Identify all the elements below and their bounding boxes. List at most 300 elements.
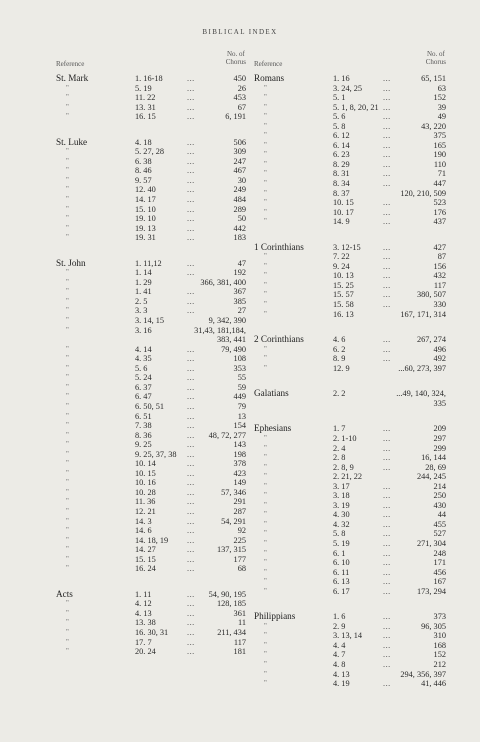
verse-reference: 8. 34 xyxy=(333,179,350,189)
leader-dots: ... xyxy=(187,112,195,122)
index-entry xyxy=(254,84,446,94)
verse-reference: 13. 38 xyxy=(135,618,156,628)
leader-dots: ... xyxy=(187,137,195,147)
index-entry xyxy=(56,157,246,167)
index-entry xyxy=(56,306,246,316)
verse-reference: 1. 11,12 xyxy=(135,258,162,268)
chorus-numbers: 310 xyxy=(433,631,446,641)
chorus-numbers: 437 xyxy=(433,217,446,227)
chorus-numbers: 456 xyxy=(433,567,446,577)
index-entry xyxy=(254,208,446,218)
ditto-mark: " xyxy=(66,185,69,194)
ditto-mark: " xyxy=(66,535,69,544)
chorus-numbers: 54, 291 xyxy=(221,516,246,526)
leader-dots: ... xyxy=(187,526,195,536)
chorus-numbers: 92 xyxy=(237,526,246,536)
ditto-mark: " xyxy=(66,233,69,242)
ditto-mark: " xyxy=(264,159,267,168)
index-entry xyxy=(56,536,246,546)
verse-reference: 5. 19 xyxy=(333,538,350,548)
index-entry xyxy=(56,517,246,527)
chorus-number-header xyxy=(426,50,446,66)
verse-reference: 3. 19 xyxy=(333,500,350,510)
leader-dots: ... xyxy=(383,548,391,558)
index-entry xyxy=(56,147,246,157)
ditto-mark: " xyxy=(66,195,69,204)
section-gap xyxy=(254,227,446,243)
chorus-numbers: ...60, 273, 397 xyxy=(398,363,446,373)
verse-reference: 3. 24, 25 xyxy=(333,83,363,93)
index-entry xyxy=(254,399,446,409)
index-entry xyxy=(254,290,446,300)
verse-reference: 4. 13 xyxy=(333,669,350,679)
leader-dots: ... xyxy=(383,538,391,548)
verse-reference: 6. 50, 51 xyxy=(135,401,165,411)
ditto-mark: " xyxy=(66,478,69,487)
index-entry xyxy=(56,564,246,574)
chorus-numbers: 171 xyxy=(433,558,446,568)
chorus-numbers: 50 xyxy=(237,214,246,224)
section-gap xyxy=(254,319,446,335)
reference-header: Reference xyxy=(254,60,283,68)
leader-dots: ... xyxy=(383,433,391,443)
index-entry xyxy=(254,389,446,399)
index-entry xyxy=(56,599,246,609)
chorus-numbers: 108 xyxy=(233,354,246,364)
verse-reference: 5. 6 xyxy=(135,363,148,373)
verse-reference: 8. 31 xyxy=(333,169,350,179)
ditto-mark: " xyxy=(66,411,69,420)
index-entry xyxy=(56,287,246,297)
ditto-mark: " xyxy=(264,433,267,442)
chorus-numbers: 225 xyxy=(233,535,246,545)
leader-dots: ... xyxy=(383,650,391,660)
chorus-numbers: 143 xyxy=(233,440,246,450)
leader-dots: ... xyxy=(187,535,195,545)
chorus-numbers: 6, 191 xyxy=(225,112,246,122)
chorus-numbers: 156 xyxy=(433,261,446,271)
ditto-mark: " xyxy=(66,545,69,554)
index-entry xyxy=(254,179,446,189)
leader-dots: ... xyxy=(187,175,195,185)
section-gap xyxy=(56,243,246,259)
verse-reference: 12. 21 xyxy=(135,506,156,516)
chorus-numbers: 31,43, 181,184, xyxy=(194,325,246,335)
leader-dots: ... xyxy=(187,459,195,469)
index-entry xyxy=(56,373,246,383)
index-entry xyxy=(254,189,446,199)
index-entry xyxy=(254,424,446,434)
chorus-numbers: 383, 441 xyxy=(216,335,246,345)
index-entry xyxy=(254,482,446,492)
ditto-mark: " xyxy=(264,621,267,630)
leader-dots: ... xyxy=(187,589,195,599)
ditto-mark: " xyxy=(66,93,69,102)
ditto-mark: " xyxy=(66,83,69,92)
ditto-mark: " xyxy=(66,468,69,477)
index-entry xyxy=(254,310,446,320)
chorus-numbers: 427 xyxy=(433,242,446,252)
verse-reference: 3. 3 xyxy=(135,306,148,316)
leader-dots: ... xyxy=(187,440,195,450)
leader-dots: ... xyxy=(187,618,195,628)
leader-dots: ... xyxy=(383,179,391,189)
index-entry xyxy=(56,421,246,431)
verse-reference: 2. 1-10 xyxy=(333,433,357,443)
index-entry xyxy=(56,93,246,103)
leader-dots: ... xyxy=(187,156,195,166)
verse-reference: 10. 13 xyxy=(333,271,354,281)
ditto-mark: " xyxy=(66,268,69,277)
verse-reference: 20. 24 xyxy=(135,647,156,657)
index-entry xyxy=(56,195,246,205)
chorus-numbers: 79, 490 xyxy=(221,344,246,354)
verse-reference: 4. 19 xyxy=(333,679,350,689)
leader-dots: ... xyxy=(187,487,195,497)
chorus-numbers: 453 xyxy=(233,93,246,103)
ditto-mark: " xyxy=(264,169,267,178)
chorus-numbers: 67 xyxy=(237,102,246,112)
ditto-mark: " xyxy=(264,188,267,197)
ditto-mark: " xyxy=(264,354,267,363)
column-header xyxy=(254,48,446,74)
index-entry xyxy=(254,103,446,113)
ditto-mark: " xyxy=(66,325,69,334)
verse-reference: 13. 31 xyxy=(135,102,156,112)
index-entry xyxy=(56,618,246,628)
ditto-mark: " xyxy=(66,287,69,296)
section-gap xyxy=(254,596,446,612)
leader-dots: ... xyxy=(187,204,195,214)
ditto-mark: " xyxy=(66,430,69,439)
leader-dots: ... xyxy=(383,510,391,520)
index-entry xyxy=(56,103,246,113)
index-entry xyxy=(56,233,246,243)
chorus-numbers: 54, 90, 195 xyxy=(208,589,246,599)
section-gap xyxy=(254,408,446,424)
ditto-mark: " xyxy=(66,627,69,636)
chorus-numbers: 309 xyxy=(233,147,246,157)
leader-dots: ... xyxy=(187,258,195,268)
chorus-numbers: 41, 446 xyxy=(421,679,446,689)
verse-reference: 2. 8, 9 xyxy=(333,462,354,472)
ditto-mark: " xyxy=(264,567,267,576)
verse-reference: 9. 57 xyxy=(135,175,152,185)
index-entry xyxy=(254,252,446,262)
chorus-numbers: 248 xyxy=(433,548,446,558)
chorus-numbers: 385 xyxy=(233,296,246,306)
chorus-numbers: 432 xyxy=(433,271,446,281)
ditto-mark: " xyxy=(66,401,69,410)
verse-reference: 4. 6 xyxy=(333,335,346,345)
leader-dots: ... xyxy=(383,261,391,271)
chorus-numbers: 55 xyxy=(237,373,246,383)
chorus-numbers: 353 xyxy=(233,363,246,373)
chorus-numbers: 152 xyxy=(433,93,446,103)
verse-reference: 6. 11 xyxy=(333,567,350,577)
chorus-numbers: 442 xyxy=(233,223,246,233)
verse-reference: 1. 16-18 xyxy=(135,74,163,83)
verse-reference: 10. 14 xyxy=(135,459,156,469)
chorus-numbers: 214 xyxy=(433,481,446,491)
index-entry xyxy=(56,383,246,393)
index-entry xyxy=(56,268,246,278)
verse-reference: 6. 37 xyxy=(135,382,152,392)
index-entry xyxy=(56,224,246,234)
index-entry xyxy=(56,402,246,412)
ditto-mark: " xyxy=(66,421,69,430)
verse-reference: 3. 17 xyxy=(333,481,350,491)
ditto-mark: " xyxy=(264,102,267,111)
chorus-numbers: 149 xyxy=(233,478,246,488)
index-entry xyxy=(254,300,446,310)
chorus-numbers: 289 xyxy=(233,204,246,214)
leader-dots: ... xyxy=(187,306,195,316)
index-entry xyxy=(254,670,446,680)
verse-reference: 9. 25, 37, 38 xyxy=(135,449,177,459)
chorus-numbers: 211, 434 xyxy=(217,627,246,637)
index-entry xyxy=(56,497,246,507)
ditto-mark: " xyxy=(264,462,267,471)
ditto-mark: " xyxy=(66,459,69,468)
index-entry xyxy=(254,612,446,622)
ditto-mark: " xyxy=(264,280,267,289)
chorus-numbers: 373 xyxy=(433,612,446,622)
verse-reference: 6. 51 xyxy=(135,411,152,421)
ditto-mark: " xyxy=(66,382,69,391)
index-entry xyxy=(56,166,246,176)
verse-reference: 16. 15 xyxy=(135,112,156,122)
leader-dots: ... xyxy=(383,140,391,150)
verse-reference: 6. 23 xyxy=(333,150,350,160)
ditto-mark: " xyxy=(264,198,267,207)
chorus-numbers: 375 xyxy=(433,131,446,141)
verse-reference: 16. 24 xyxy=(135,564,156,574)
chorus-numbers: 176 xyxy=(433,207,446,217)
leader-dots: ... xyxy=(187,497,195,507)
verse-reference: 1. 14 xyxy=(135,268,152,278)
verse-reference: 2. 2 xyxy=(333,389,346,399)
index-entry xyxy=(56,214,246,224)
leader-dots: ... xyxy=(187,545,195,555)
leader-dots: ... xyxy=(383,519,391,529)
chorus-numbers: 297 xyxy=(433,433,446,443)
ditto-mark: " xyxy=(66,112,69,121)
index-entry xyxy=(56,335,246,345)
index-entry xyxy=(254,262,446,272)
chorus-numbers: 152 xyxy=(433,650,446,660)
verse-reference: 16. 13 xyxy=(333,309,354,319)
section-gap xyxy=(56,574,246,590)
index-entry xyxy=(56,469,246,479)
ditto-mark: " xyxy=(66,204,69,213)
index-entry xyxy=(56,590,246,600)
leader-dots: ... xyxy=(383,74,391,83)
leader-dots: ... xyxy=(383,481,391,491)
leader-dots: ... xyxy=(383,344,391,354)
chorus-numbers: 128, 185 xyxy=(216,599,246,609)
leader-dots: ... xyxy=(187,74,195,83)
index-entry xyxy=(56,440,246,450)
index-entry xyxy=(254,558,446,568)
leader-dots: ... xyxy=(187,449,195,459)
verse-reference: 10. 15 xyxy=(333,198,354,208)
ditto-mark: " xyxy=(264,510,267,519)
ditto-mark: " xyxy=(66,166,69,175)
leader-dots: ... xyxy=(383,621,391,631)
chorus-numbers: 120, 210, 509 xyxy=(400,188,446,198)
verse-reference: 2. 5 xyxy=(135,296,148,306)
book-name: Ephesians xyxy=(254,423,292,434)
ditto-mark: " xyxy=(264,309,267,318)
index-entry xyxy=(254,520,446,530)
leader-dots: ... xyxy=(383,150,391,160)
page-title: BIBLICAL INDEX xyxy=(202,28,278,36)
chorus-numbers: 9, 342, 390 xyxy=(208,316,246,326)
leader-dots: ... xyxy=(383,207,391,217)
leader-dots: ... xyxy=(187,411,195,421)
index-entry xyxy=(254,364,446,374)
leader-dots: ... xyxy=(383,586,391,596)
verse-reference: 8. 37 xyxy=(333,188,350,198)
verse-reference: 2. 21, 22 xyxy=(333,472,363,482)
leader-dots: ... xyxy=(187,83,195,93)
leader-dots: ... xyxy=(383,631,391,641)
verse-reference: 8. 9 xyxy=(333,354,346,364)
index-entry xyxy=(56,138,246,148)
index-entry xyxy=(56,84,246,94)
chorus-numbers: 249 xyxy=(233,185,246,195)
chorus-numbers: 291 xyxy=(233,497,246,507)
chorus-numbers: 79 xyxy=(237,401,246,411)
verse-reference: 14. 18, 19 xyxy=(135,535,169,545)
verse-reference: 1. 16 xyxy=(333,74,350,83)
verse-reference: 10. 28 xyxy=(135,487,156,497)
leader-dots: ... xyxy=(383,577,391,587)
leader-dots: ... xyxy=(383,159,391,169)
leader-dots: ... xyxy=(187,478,195,488)
verse-reference: 6. 1 xyxy=(333,548,346,558)
index-entry xyxy=(56,354,246,364)
index-entry xyxy=(254,577,446,587)
ditto-mark: " xyxy=(264,529,267,538)
chorus-numbers: 335 xyxy=(433,398,446,408)
verse-reference: 14. 17 xyxy=(135,195,156,205)
verse-reference: 6. 12 xyxy=(333,131,350,141)
verse-reference: 17. 7 xyxy=(135,637,152,647)
chorus-numbers: 367 xyxy=(233,287,246,297)
leader-dots: ... xyxy=(383,612,391,622)
leader-dots: ... xyxy=(187,516,195,526)
index-entry xyxy=(254,539,446,549)
ditto-mark: " xyxy=(66,440,69,449)
verse-reference: 5. 8 xyxy=(333,121,346,131)
leader-dots: ... xyxy=(187,382,195,392)
leader-dots: ... xyxy=(383,558,391,568)
leader-dots: ... xyxy=(383,443,391,453)
verse-reference: 5. 1, 8, 20, 21 xyxy=(333,102,379,112)
chorus-numbers: 299 xyxy=(433,443,446,453)
ditto-mark: " xyxy=(264,631,267,640)
chorus-numbers: 423 xyxy=(233,468,246,478)
right-column xyxy=(254,48,446,689)
verse-reference: 8. 29 xyxy=(333,159,350,169)
verse-reference: 14. 3 xyxy=(135,516,152,526)
index-entry xyxy=(254,463,446,473)
chorus-numbers: 467 xyxy=(233,166,246,176)
leader-dots: ... xyxy=(187,401,195,411)
ditto-mark: " xyxy=(264,261,267,270)
chorus-numbers: 361 xyxy=(233,608,246,618)
verse-reference: 2. 8 xyxy=(333,453,346,463)
leader-dots: ... xyxy=(383,491,391,501)
index-entry xyxy=(56,488,246,498)
index-entry xyxy=(56,326,246,336)
verse-reference: 15. 58 xyxy=(333,300,354,310)
chorus-numbers: 117 xyxy=(233,637,246,647)
chorus-numbers: 49 xyxy=(437,112,446,122)
leader-dots: ... xyxy=(383,300,391,310)
chorus-numbers: 287 xyxy=(233,506,246,516)
index-entry xyxy=(254,141,446,151)
chorus-numbers: 43, 220 xyxy=(421,121,446,131)
verse-reference: 5. 1 xyxy=(333,93,346,103)
verse-reference: 4. 4 xyxy=(333,640,346,650)
leader-dots: ... xyxy=(187,233,195,243)
chorus-numbers: 11 xyxy=(238,618,246,628)
index-entry xyxy=(56,459,246,469)
verse-reference: 16. 30, 31 xyxy=(135,627,169,637)
leader-dots: ... xyxy=(383,453,391,463)
ditto-mark: " xyxy=(66,344,69,353)
chorus-numbers: 167 xyxy=(433,577,446,587)
ditto-mark: " xyxy=(66,223,69,232)
verse-reference: 4. 7 xyxy=(333,650,346,660)
index-entry xyxy=(254,453,446,463)
chorus-label: Chorus xyxy=(225,58,246,66)
book-name: St. John xyxy=(56,257,86,268)
verse-reference: 4. 32 xyxy=(333,519,350,529)
ditto-mark: " xyxy=(264,558,267,567)
chorus-numbers: 71 xyxy=(437,169,446,179)
book-name: 2 Corinthians xyxy=(254,334,304,345)
verse-reference: 9. 25 xyxy=(135,440,152,450)
index-entry xyxy=(56,507,246,517)
leader-dots: ... xyxy=(187,430,195,440)
verse-reference: 5. 27, 28 xyxy=(135,147,165,157)
ditto-mark: " xyxy=(66,449,69,458)
index-entry xyxy=(56,74,246,84)
index-entry xyxy=(254,335,446,345)
leader-dots: ... xyxy=(383,354,391,364)
verse-reference: 14. 6 xyxy=(135,526,152,536)
index-entry xyxy=(56,638,246,648)
verse-reference: 2. 4 xyxy=(333,443,346,453)
index-entry xyxy=(56,185,246,195)
index-entry xyxy=(56,278,246,288)
index-entry xyxy=(254,198,446,208)
verse-reference: 6. 38 xyxy=(135,156,152,166)
reference-header: Reference xyxy=(56,60,85,68)
verse-reference: 3. 18 xyxy=(333,491,350,501)
chorus-numbers: 523 xyxy=(433,198,446,208)
chorus-numbers: ...49, 140, 324, xyxy=(396,389,446,399)
ditto-mark: " xyxy=(66,599,69,608)
leader-dots: ... xyxy=(383,679,391,689)
ditto-mark: " xyxy=(264,93,267,102)
ditto-mark: " xyxy=(264,344,267,353)
leader-dots: ... xyxy=(187,185,195,195)
